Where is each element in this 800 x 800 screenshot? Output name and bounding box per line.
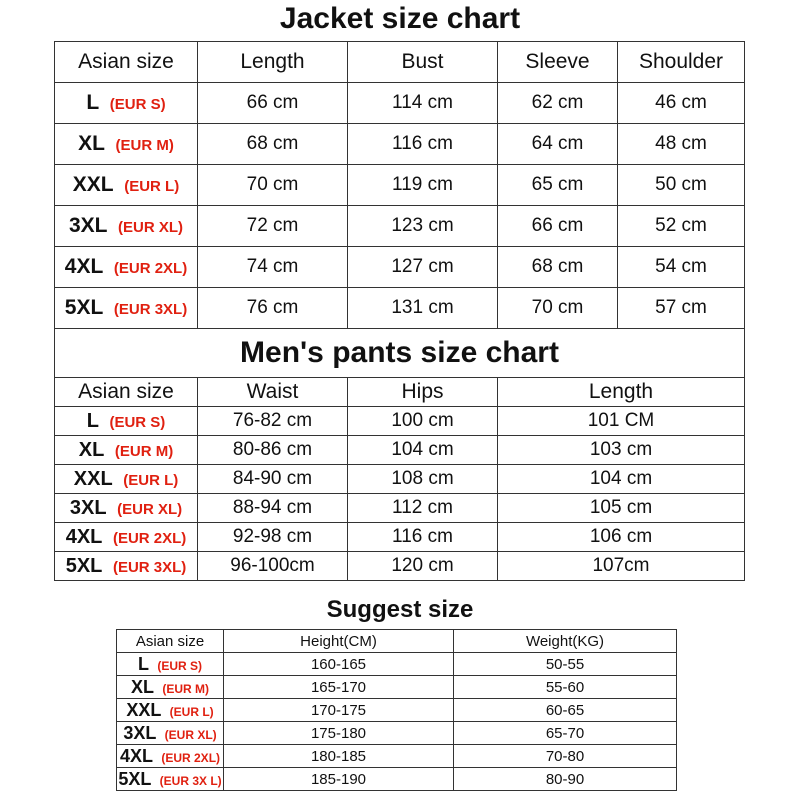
eur-size-label: (EUR 2XL) xyxy=(113,260,188,277)
suggest-weight-cell: 70-80 xyxy=(454,745,677,768)
pants-header-cell: Hips xyxy=(348,378,498,407)
eur-size-label: (EUR S) xyxy=(109,96,166,113)
eur-size-label: (EUR 3X L) xyxy=(159,773,222,788)
jacket-length-cell: 72 cm xyxy=(198,206,348,247)
jacket-sleeve-cell: 62 cm xyxy=(498,83,618,124)
pants-waist-cell: 96-100cm xyxy=(198,552,348,581)
pants-waist-cell: 92-98 cm xyxy=(198,523,348,552)
suggest-size-title: Suggest size xyxy=(326,596,474,623)
jacket-header-cell: Length xyxy=(198,42,348,83)
eur-size-label: (EUR M) xyxy=(114,442,174,460)
pants-header-cell: Waist xyxy=(198,378,348,407)
suggest-height-cell: 165-170 xyxy=(224,676,454,699)
jacket-header-row xyxy=(55,42,745,83)
jacket-header-cell: Sleeve xyxy=(498,42,618,83)
asian-size-label: L xyxy=(86,409,99,432)
jacket-table-row xyxy=(55,83,745,124)
asian-size-label: XXL xyxy=(73,467,113,490)
asian-size-label: 3XL xyxy=(69,496,107,519)
jacket-size-cell xyxy=(55,165,198,206)
jacket-sleeve-cell: 65 cm xyxy=(498,165,618,206)
pants-waist-cell: 76-82 cm xyxy=(198,407,348,436)
suggest-table-row xyxy=(117,676,677,699)
jacket-size-cell xyxy=(55,247,198,288)
pants-size-cell xyxy=(55,552,198,581)
jacket-sleeve-cell: 66 cm xyxy=(498,206,618,247)
asian-size-label: 4XL xyxy=(65,525,103,548)
jacket-sleeve-cell: 70 cm xyxy=(498,288,618,329)
suggest-size-cell xyxy=(117,722,224,745)
jacket-size-cell xyxy=(55,288,198,329)
eur-size-label: (EUR M) xyxy=(115,137,174,154)
jacket-table-row xyxy=(55,288,745,329)
jacket-table-row xyxy=(55,124,745,165)
eur-size-label: (EUR 2XL) xyxy=(161,750,221,765)
pants-hips-cell: 104 cm xyxy=(348,436,498,465)
jacket-sleeve-cell: 64 cm xyxy=(498,124,618,165)
suggest-height-cell: 175-180 xyxy=(224,722,454,745)
suggest-height-cell: 160-165 xyxy=(224,653,454,676)
jacket-bust-cell: 119 cm xyxy=(348,165,498,206)
asian-size-label: L xyxy=(137,653,149,674)
jacket-and-pants-size-table xyxy=(54,41,745,581)
pants-hips-cell: 108 cm xyxy=(348,465,498,494)
suggest-size-cell xyxy=(117,768,224,791)
asian-size-label: 5XL xyxy=(65,554,103,577)
jacket-size-chart-title: Jacket size chart xyxy=(279,2,521,35)
jacket-length-cell: 66 cm xyxy=(198,83,348,124)
pants-length-cell: 104 cm xyxy=(498,465,745,494)
asian-size-label: 5XL xyxy=(118,768,152,789)
jacket-shoulder-cell: 46 cm xyxy=(618,83,745,124)
suggest-table-row xyxy=(117,745,677,768)
jacket-length-cell: 76 cm xyxy=(198,288,348,329)
suggest-header-cell: Asian size xyxy=(117,630,224,653)
asian-size-label: 3XL xyxy=(68,214,108,237)
suggest-table-row xyxy=(117,768,677,791)
eur-size-label: (EUR L) xyxy=(169,704,214,719)
eur-size-label: (EUR M) xyxy=(162,681,210,696)
pants-size-cell xyxy=(55,407,198,436)
eur-size-label: (EUR S) xyxy=(157,658,202,673)
asian-size-label: L xyxy=(86,91,100,114)
pants-hips-cell: 116 cm xyxy=(348,523,498,552)
pants-title-row xyxy=(55,329,745,378)
asian-size-label: XXL xyxy=(126,699,162,720)
asian-size-label: 5XL xyxy=(64,296,104,319)
eur-size-label: (EUR 3XL) xyxy=(113,301,188,318)
pants-size-cell xyxy=(55,523,198,552)
asian-size-label: XXL xyxy=(72,173,114,196)
suggest-header-cell: Height(CM) xyxy=(224,630,454,653)
jacket-shoulder-cell: 54 cm xyxy=(618,247,745,288)
suggest-table-row xyxy=(117,722,677,745)
pants-length-cell: 105 cm xyxy=(498,494,745,523)
jacket-length-cell: 74 cm xyxy=(198,247,348,288)
pants-length-cell: 106 cm xyxy=(498,523,745,552)
jacket-bust-cell: 114 cm xyxy=(348,83,498,124)
jacket-table-row xyxy=(55,165,745,206)
jacket-shoulder-cell: 48 cm xyxy=(618,124,745,165)
suggest-weight-cell: 50-55 xyxy=(454,653,677,676)
pants-size-cell xyxy=(55,465,198,494)
eur-size-label: (EUR 2XL) xyxy=(112,529,187,547)
suggest-table-row xyxy=(117,653,677,676)
jacket-shoulder-cell: 57 cm xyxy=(618,288,745,329)
pants-waist-cell: 84-90 cm xyxy=(198,465,348,494)
suggest-size-table xyxy=(116,629,677,791)
pants-size-cell xyxy=(55,436,198,465)
jacket-table-row xyxy=(55,247,745,288)
jacket-size-cell xyxy=(55,83,198,124)
suggest-weight-cell: 55-60 xyxy=(454,676,677,699)
jacket-size-cell xyxy=(55,124,198,165)
pants-table-row xyxy=(55,494,745,523)
pants-table-row xyxy=(55,436,745,465)
suggest-header-cell: Weight(KG) xyxy=(454,630,677,653)
pants-table-row xyxy=(55,407,745,436)
eur-size-label: (EUR XL) xyxy=(118,219,184,236)
asian-size-label: XL xyxy=(78,438,105,461)
suggest-height-cell: 180-185 xyxy=(224,745,454,768)
jacket-bust-cell: 127 cm xyxy=(348,247,498,288)
pants-header-cell: Asian size xyxy=(55,378,198,407)
suggest-size-cell xyxy=(117,745,224,768)
pants-hips-cell: 112 cm xyxy=(348,494,498,523)
jacket-shoulder-cell: 52 cm xyxy=(618,206,745,247)
pants-size-chart-title: Men's pants size chart xyxy=(55,329,745,378)
asian-size-label: 3XL xyxy=(123,722,157,743)
suggest-height-cell: 170-175 xyxy=(224,699,454,722)
suggest-size-cell xyxy=(117,699,224,722)
pants-hips-cell: 100 cm xyxy=(348,407,498,436)
jacket-bust-cell: 131 cm xyxy=(348,288,498,329)
jacket-sleeve-cell: 68 cm xyxy=(498,247,618,288)
pants-table-row xyxy=(55,523,745,552)
eur-size-label: (EUR L) xyxy=(124,178,180,195)
suggest-height-cell: 185-190 xyxy=(224,768,454,791)
suggest-header-row xyxy=(117,630,677,653)
eur-size-label: (EUR XL) xyxy=(164,727,217,742)
suggest-weight-cell: 65-70 xyxy=(454,722,677,745)
jacket-shoulder-cell: 50 cm xyxy=(618,165,745,206)
suggest-size-cell xyxy=(117,676,224,699)
asian-size-label: 4XL xyxy=(119,745,153,766)
pants-length-cell: 107cm xyxy=(498,552,745,581)
jacket-bust-cell: 123 cm xyxy=(348,206,498,247)
jacket-table-row xyxy=(55,206,745,247)
pants-table-row xyxy=(55,552,745,581)
pants-size-cell xyxy=(55,494,198,523)
eur-size-label: (EUR XL) xyxy=(117,500,183,518)
pants-length-cell: 101 CM xyxy=(498,407,745,436)
suggest-weight-cell: 60-65 xyxy=(454,699,677,722)
jacket-length-cell: 68 cm xyxy=(198,124,348,165)
suggest-table-row xyxy=(117,699,677,722)
pants-table-row xyxy=(55,465,745,494)
eur-size-label: (EUR L) xyxy=(123,471,179,489)
eur-size-label: (EUR 3XL) xyxy=(112,558,187,576)
jacket-header-cell: Asian size xyxy=(55,42,198,83)
pants-waist-cell: 88-94 cm xyxy=(198,494,348,523)
eur-size-label: (EUR S) xyxy=(109,413,166,431)
pants-length-cell: 103 cm xyxy=(498,436,745,465)
pants-header-cell: Length xyxy=(498,378,745,407)
pants-hips-cell: 120 cm xyxy=(348,552,498,581)
jacket-length-cell: 70 cm xyxy=(198,165,348,206)
suggest-size-cell xyxy=(117,653,224,676)
jacket-header-cell: Bust xyxy=(348,42,498,83)
suggest-weight-cell: 80-90 xyxy=(454,768,677,791)
jacket-size-cell xyxy=(55,206,198,247)
asian-size-label: XL xyxy=(78,132,105,155)
asian-size-label: 4XL xyxy=(64,255,104,278)
pants-header-row xyxy=(55,378,745,407)
asian-size-label: XL xyxy=(130,676,154,697)
pants-waist-cell: 80-86 cm xyxy=(198,436,348,465)
jacket-header-cell: Shoulder xyxy=(618,42,745,83)
jacket-bust-cell: 116 cm xyxy=(348,124,498,165)
